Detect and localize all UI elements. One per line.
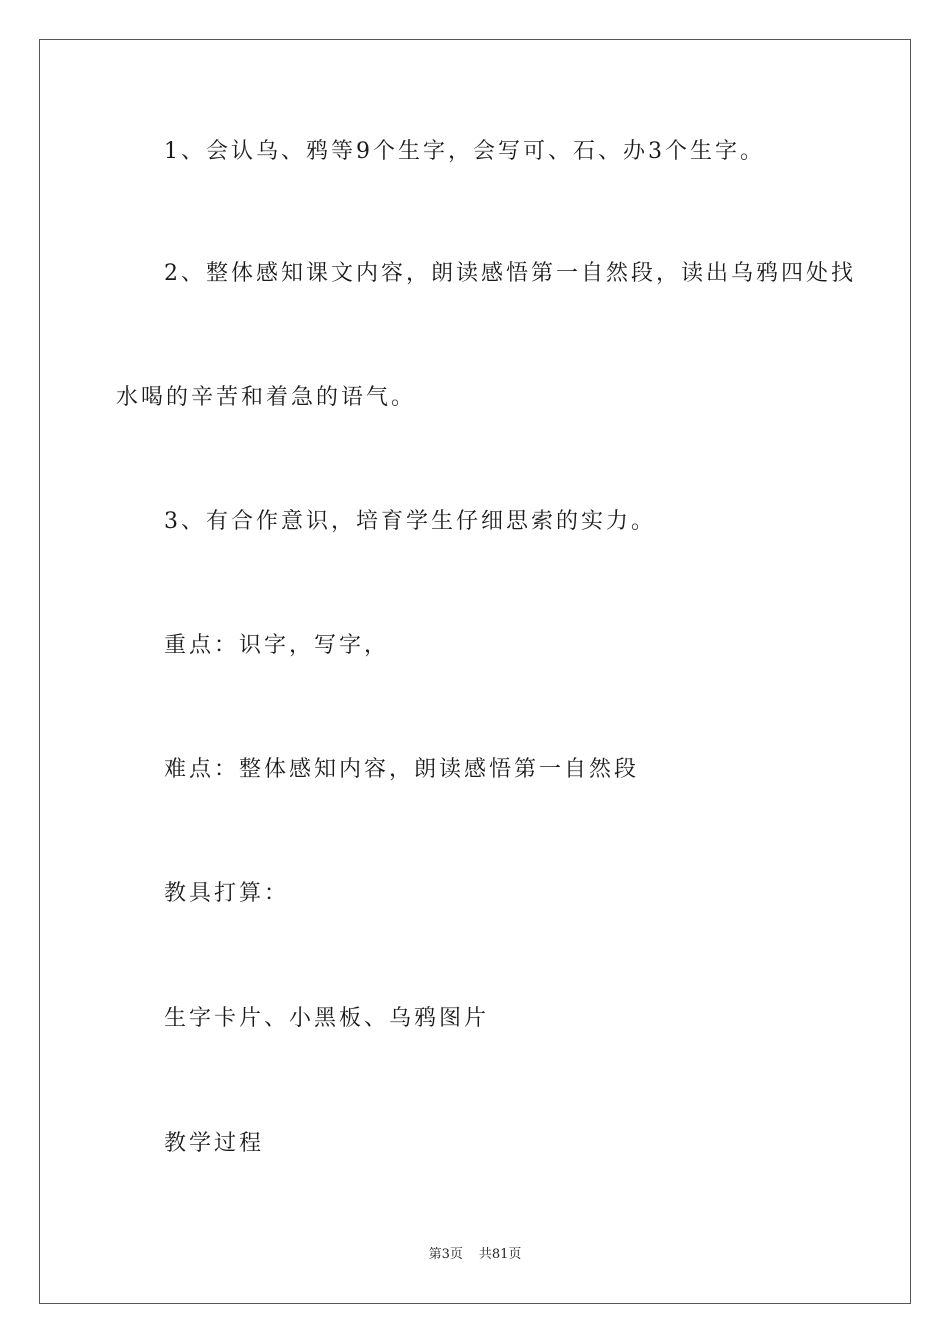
objective-2-line-1: 2、整体感知课文内容，朗读感悟第一自然段，读出乌鸦四处找 [164,261,856,286]
total-pages: 共81页 [478,1247,522,1262]
page-number: 第3页 [428,1247,463,1262]
objective-2-line-2: 水喝的辛苦和着急的语气。 [116,385,417,410]
page-footer [0,1246,950,1264]
key-points: 重点：识字，写字， [164,633,390,658]
objective-1: 1、会认乌、鸦等9个生字，会写可、石、办3个生字。 [164,139,765,164]
difficult-points: 难点：整体感知内容，朗读感悟第一自然段 [164,757,640,782]
page-frame [39,39,911,1304]
objective-3: 3、有合作意识，培育学生仔细思索的实力。 [164,509,656,534]
teaching-process-heading: 教学过程 [164,1131,265,1156]
teaching-aids-list: 生字卡片、小黑板、乌鸦图片 [164,1006,490,1031]
teaching-aids-heading: 教具打算： [164,881,290,906]
